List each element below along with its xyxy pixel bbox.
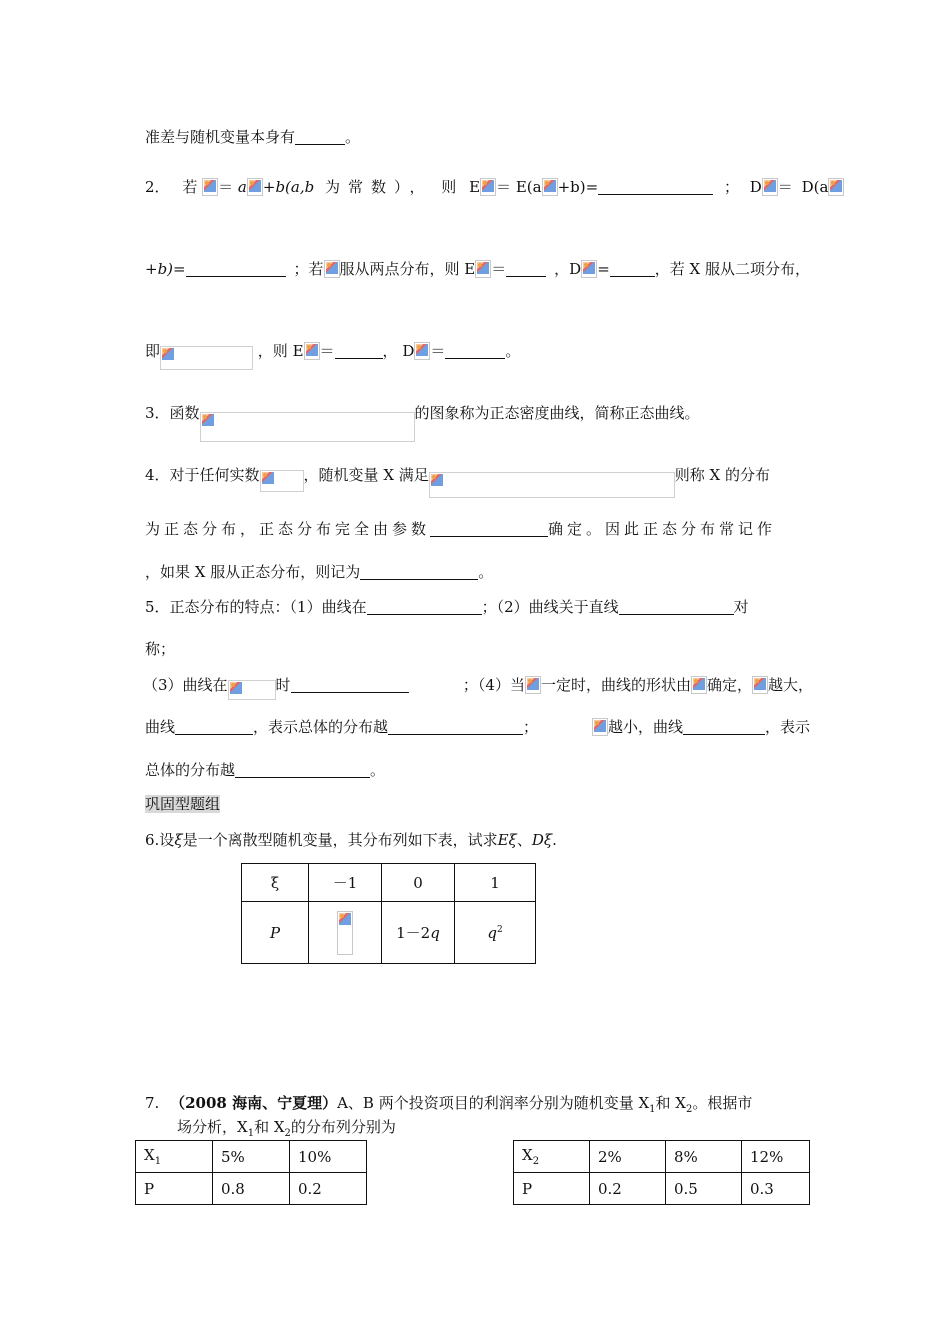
text: 5．正态分布的特点：（1）曲线在 <box>145 598 367 616</box>
text: ＝ <box>777 178 793 196</box>
fill-blank[interactable] <box>335 344 383 359</box>
fill-blank[interactable] <box>619 600 734 615</box>
table-cell: P <box>242 902 309 964</box>
table-cell: 0.3 <box>742 1173 810 1205</box>
formula-image-icon <box>229 681 245 699</box>
text: ； <box>723 178 739 196</box>
section-title: 巩固型题组 <box>145 795 221 813</box>
fill-blank[interactable] <box>683 720 765 735</box>
text: Eξ <box>497 831 517 849</box>
text: 即 <box>145 342 161 360</box>
text: ，随机变量 X 满足 <box>303 466 429 484</box>
table-cell: 10% <box>290 1141 367 1173</box>
q5-line-3 <box>143 675 813 700</box>
x2-distribution-table <box>513 1140 810 1205</box>
text: ＝ <box>491 260 507 278</box>
formula-image-icon <box>691 676 707 694</box>
q5-line-1 <box>145 597 749 617</box>
text: ； <box>523 718 539 736</box>
table-cell: 0 <box>382 864 455 902</box>
fill-blank[interactable] <box>430 522 548 537</box>
fill-blank[interactable] <box>186 262 286 277</box>
formula-image-icon <box>304 342 320 360</box>
text: q <box>430 924 440 942</box>
formula-image-icon <box>762 178 778 196</box>
table-cell: 2% <box>590 1141 666 1173</box>
table-row <box>242 864 536 902</box>
table-cell: 12% <box>742 1141 810 1173</box>
subscript: 2 <box>532 1156 540 1167</box>
fill-blank[interactable] <box>367 600 482 615</box>
formula-image-icon <box>480 178 496 196</box>
text: ，表示 <box>764 718 810 736</box>
text: ＝ <box>319 342 335 360</box>
table-cell: 0.2 <box>290 1173 367 1205</box>
formula-image-icon <box>592 718 608 736</box>
text: 曲线 <box>145 718 176 736</box>
fill-blank[interactable] <box>175 720 253 735</box>
text: 称； <box>145 640 176 658</box>
subscript: 2 <box>685 1104 693 1115</box>
subscript: 1 <box>649 1104 656 1115</box>
text: 准差与随机变量本身有 <box>145 128 296 146</box>
formula-image-icon <box>247 178 263 196</box>
text: 为常数）， <box>325 178 433 196</box>
formula-image-icon <box>525 676 541 694</box>
text: 服从两点分布，则 E <box>339 260 476 278</box>
table-cell <box>382 902 455 964</box>
table-cell <box>514 1141 590 1173</box>
text: 是一个离散型随机变量，其分布列如下表，试求 <box>182 831 498 849</box>
text: D <box>402 342 415 360</box>
text: ，则 E <box>257 342 304 360</box>
q2-line-2 <box>145 259 810 279</box>
line-1 <box>145 127 360 147</box>
text: 1－2 <box>396 924 431 942</box>
q2-line-3 <box>145 341 520 370</box>
text: 的图象称为正态密度曲线，简称正态曲线。 <box>414 404 700 422</box>
text: 4．对于任何实数 <box>145 466 260 484</box>
table-cell: ξ <box>242 864 309 902</box>
fill-blank[interactable] <box>291 678 409 693</box>
question-number: 2． <box>145 178 170 196</box>
segment <box>294 259 547 279</box>
text: q <box>487 923 497 942</box>
table-cell: 1 <box>455 864 536 902</box>
text: 一定时，曲线的形状由 <box>540 676 691 694</box>
table-cell: －1 <box>309 864 382 902</box>
section-heading <box>145 794 220 814</box>
text: 越小，曲线 <box>607 718 683 736</box>
text: a <box>237 178 247 196</box>
fill-blank[interactable] <box>445 344 505 359</box>
q2-line-1 <box>145 177 844 197</box>
table-cell <box>455 902 536 964</box>
text: 越大， <box>767 676 813 694</box>
q5-line-5 <box>145 760 385 780</box>
text: D(a <box>801 178 829 196</box>
segment <box>145 259 286 279</box>
segment <box>554 259 810 279</box>
text: 、 <box>516 831 532 849</box>
q5-line-2 <box>145 639 175 659</box>
formula-image-icon <box>261 471 277 489</box>
fill-blank[interactable] <box>360 565 478 580</box>
text: ＝ <box>218 178 234 196</box>
superscript: 2 <box>496 924 503 935</box>
table-row <box>242 902 536 964</box>
text: ， <box>382 342 398 360</box>
table-row <box>514 1173 810 1205</box>
formula-image-icon <box>337 911 353 955</box>
text: 的分布列分别为 <box>290 1118 396 1136</box>
text: 若 <box>182 178 198 196</box>
question-number: 7. <box>145 1094 160 1112</box>
text: D <box>569 260 582 278</box>
q6-line <box>145 830 557 850</box>
formula-image-icon <box>430 473 446 491</box>
text: ，如果 X 服从正态分布，则记为 <box>145 563 361 581</box>
formula-frame <box>429 472 675 498</box>
formula-image-icon <box>324 260 340 278</box>
text: 。根据市 <box>692 1094 753 1112</box>
segment <box>145 717 538 737</box>
text: 。 <box>478 563 494 581</box>
text: 为正态分布，正态分布完全由参数 <box>145 520 431 538</box>
text: +b)= <box>145 260 186 278</box>
text: X <box>144 1146 155 1164</box>
text: ；（2）曲线关于直线 <box>481 598 619 616</box>
fill-blank[interactable] <box>295 130 345 145</box>
fill-blank[interactable] <box>610 262 655 277</box>
formula-image-icon <box>161 347 177 365</box>
segment <box>463 675 813 700</box>
subscript: 2 <box>284 1128 291 1139</box>
q7-line-1 <box>145 1093 752 1120</box>
text: 场分析，X <box>177 1118 248 1136</box>
table-cell: 0.8 <box>213 1173 290 1205</box>
text: 则称 X 的分布 <box>674 466 770 484</box>
text: 时 <box>275 676 291 694</box>
text: 。 <box>505 342 521 360</box>
segment <box>143 675 409 700</box>
text: ＝ <box>496 178 512 196</box>
q4-line-2 <box>145 519 776 539</box>
source-label: （2008 海南、宁夏理） <box>170 1094 338 1112</box>
fill-blank[interactable] <box>235 763 370 778</box>
table-cell: P <box>514 1173 590 1205</box>
formula-frame <box>260 470 304 492</box>
text: 和 X <box>254 1118 285 1136</box>
formula-image-icon <box>475 260 491 278</box>
text: Dξ <box>531 831 553 849</box>
formula-image-icon <box>828 178 844 196</box>
text: 3．函数 <box>145 404 200 422</box>
text: = <box>597 260 610 278</box>
table-cell <box>309 902 382 964</box>
x1-distribution-table <box>135 1140 367 1205</box>
text: 确定， <box>706 676 752 694</box>
text: A、B 两个投资项目的利润率分别为随机变量 X <box>337 1094 650 1112</box>
text: ξ <box>174 831 183 849</box>
text: （3）曲线在 <box>143 676 228 694</box>
text: 。 <box>345 128 361 146</box>
table-cell: 0.5 <box>666 1173 742 1205</box>
text: 和 X <box>655 1094 686 1112</box>
formula-frame <box>228 680 276 700</box>
subscript: 1 <box>154 1156 162 1167</box>
text: +b)= <box>557 178 599 196</box>
text: E <box>469 178 481 196</box>
text: ，若 X 服从二项分布， <box>654 260 810 278</box>
formula-image-icon <box>581 260 597 278</box>
formula-image-icon <box>542 178 558 196</box>
text: 则 <box>441 178 457 196</box>
formula-image-icon <box>201 413 217 431</box>
q5-line-4 <box>145 717 810 737</box>
text: 对 <box>733 598 749 616</box>
text: 确定。因此正态分布常记作 <box>548 520 777 538</box>
table-cell: P <box>136 1173 213 1205</box>
formula-frame <box>160 346 253 370</box>
table-row <box>136 1173 367 1205</box>
q4-line-1 <box>145 465 770 498</box>
q6-distribution-table <box>241 863 536 964</box>
text: . <box>552 831 557 849</box>
q4-line-3 <box>145 562 493 582</box>
text: 。 <box>370 761 386 779</box>
text: ；（4）当 <box>462 676 525 694</box>
table-cell: 5% <box>213 1141 290 1173</box>
text: +b(a,b <box>262 178 315 196</box>
text: ；若 <box>293 260 324 278</box>
table-cell <box>136 1141 213 1173</box>
fill-blank[interactable] <box>388 720 523 735</box>
formula-image-icon <box>202 178 218 196</box>
text: 总体的分布越 <box>145 761 236 779</box>
text: 6.设 <box>145 831 175 849</box>
formula-image-icon <box>752 676 768 694</box>
text: X <box>522 1146 533 1164</box>
fill-blank[interactable] <box>506 262 546 277</box>
text: ＝ <box>430 342 446 360</box>
text: D <box>749 178 762 196</box>
text: ，表示总体的分布越 <box>253 718 389 736</box>
text: ， <box>554 260 570 278</box>
table-row <box>136 1141 367 1173</box>
formula-frame <box>200 412 415 442</box>
fill-blank[interactable] <box>598 180 713 195</box>
subscript: 1 <box>247 1128 255 1139</box>
q3-line <box>145 403 700 442</box>
table-cell: 8% <box>666 1141 742 1173</box>
table-cell: 0.2 <box>590 1173 666 1205</box>
segment <box>592 717 810 737</box>
text: E(a <box>515 178 542 196</box>
formula-image-icon <box>414 342 430 360</box>
table-row <box>514 1141 810 1173</box>
